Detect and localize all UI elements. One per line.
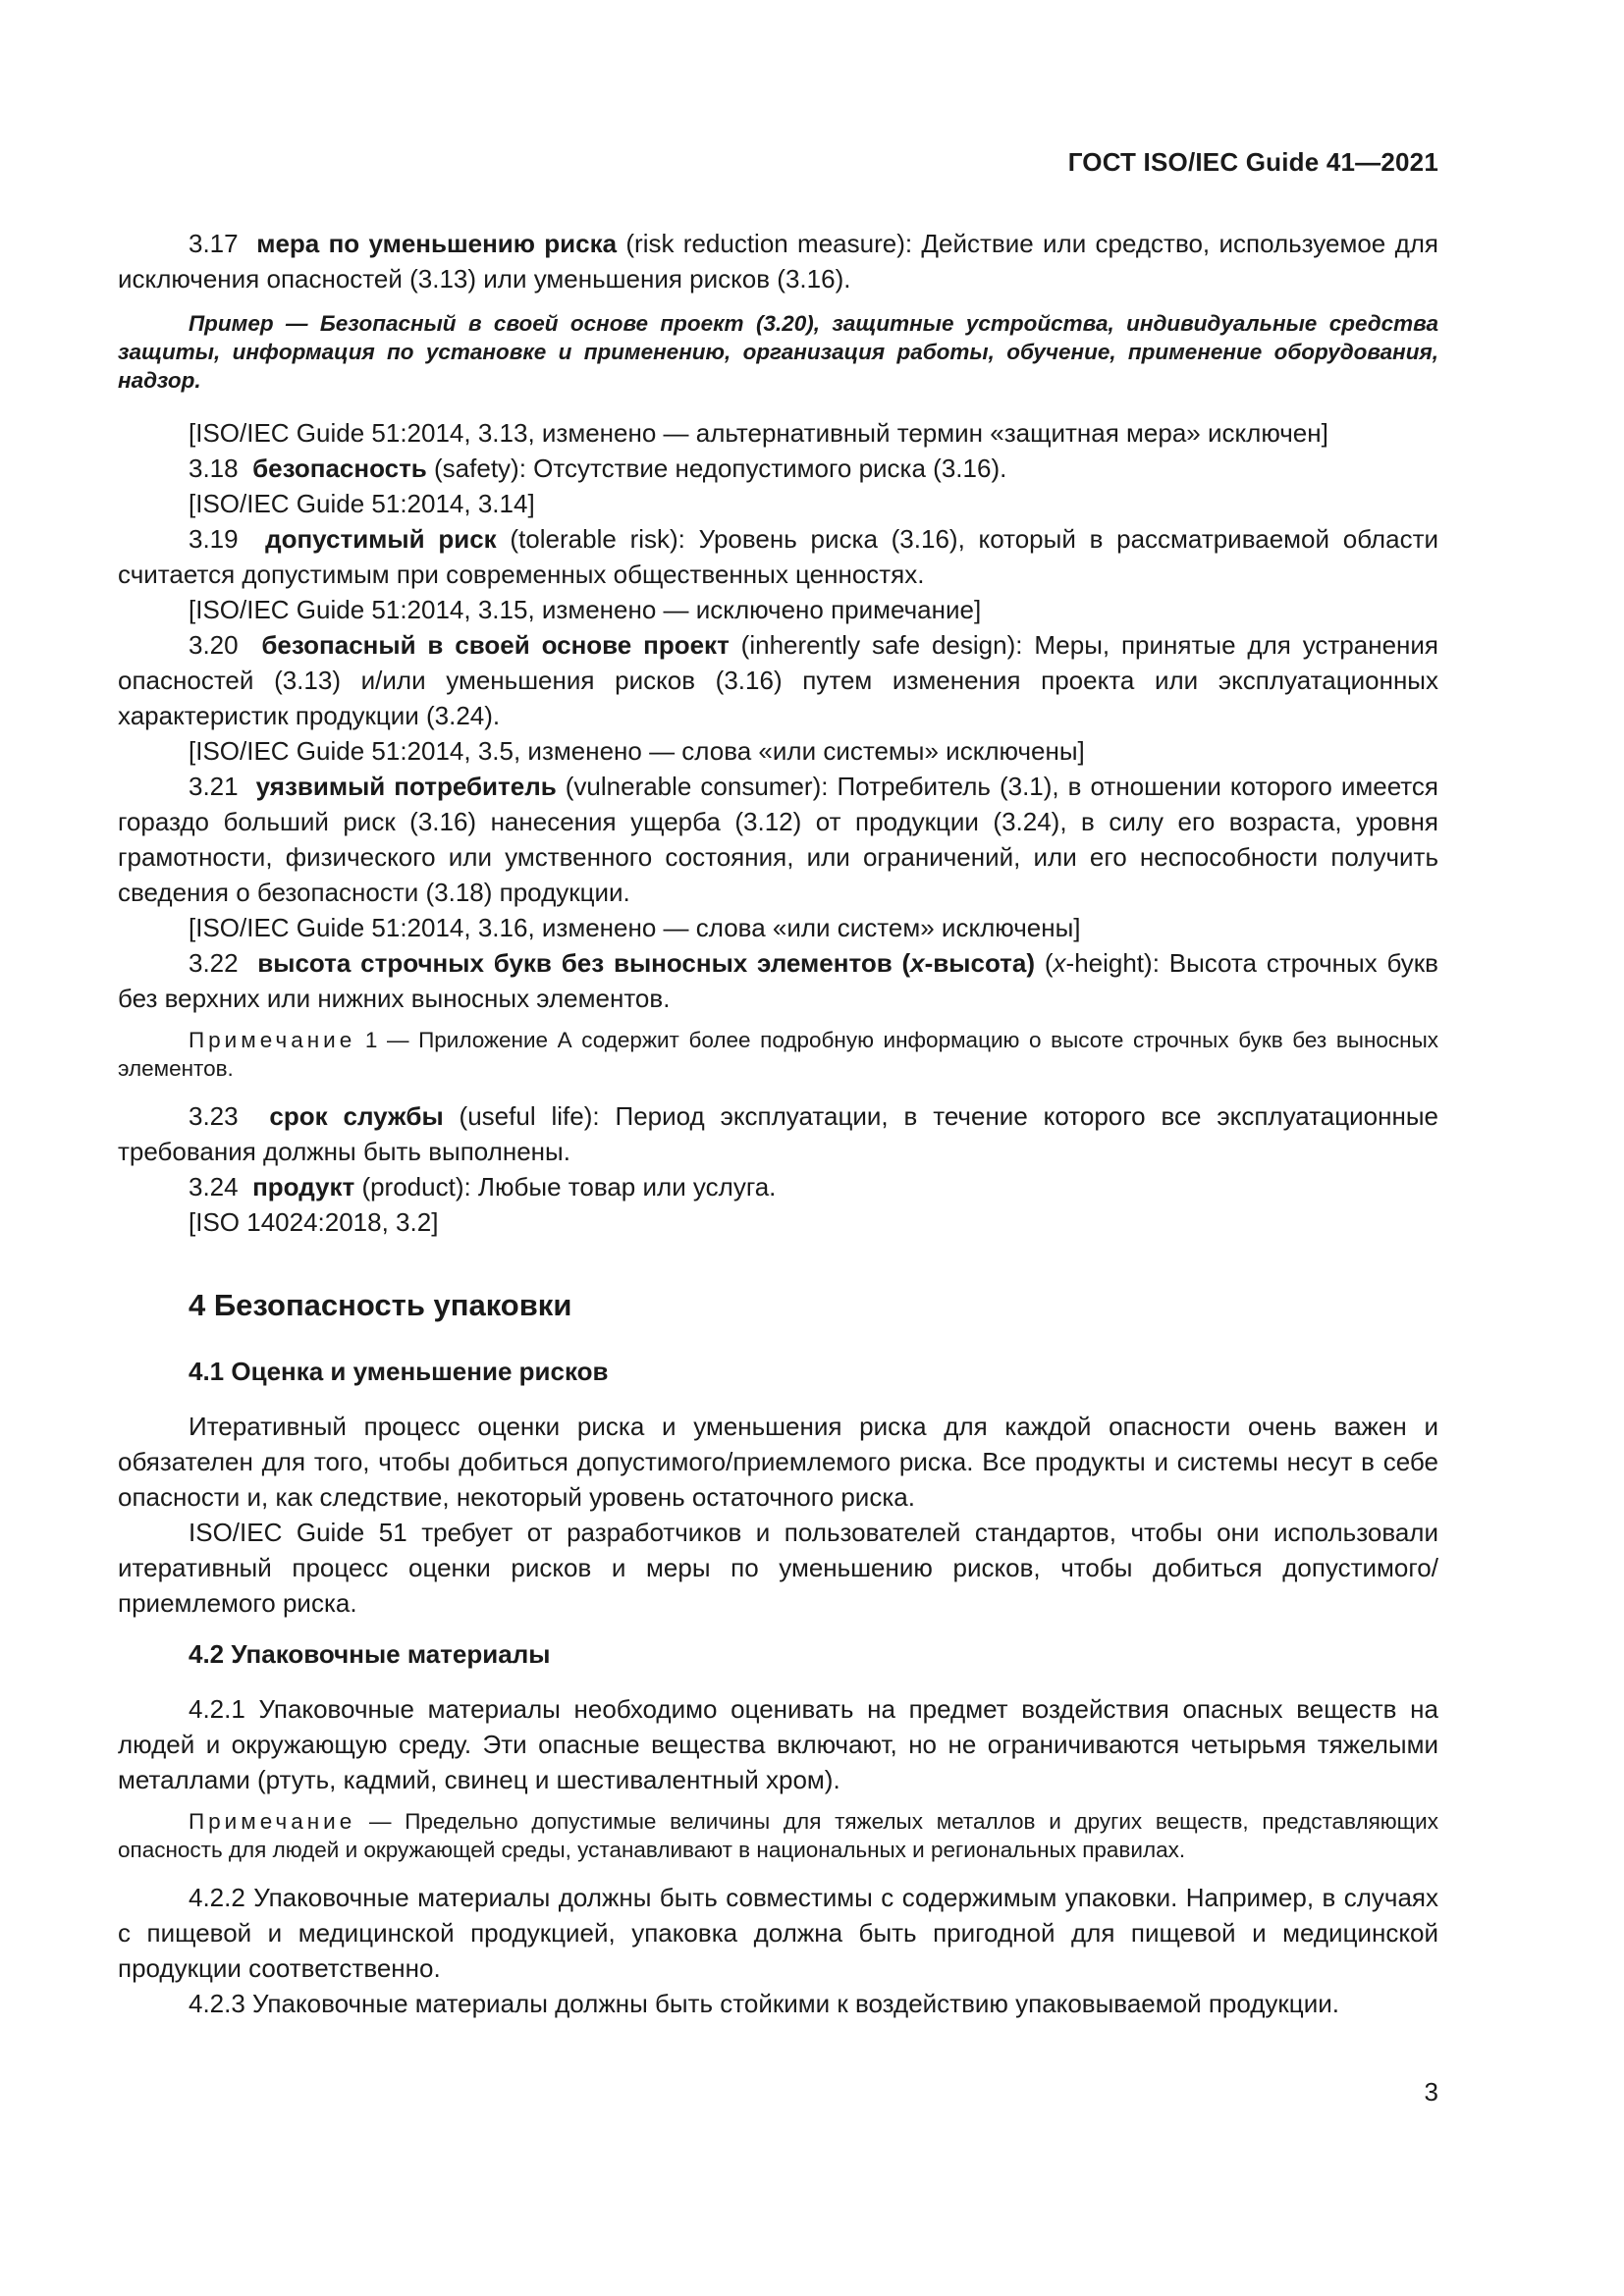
term-3-22 [118, 945, 1438, 1016]
term-name: продукт [252, 1172, 355, 1201]
note-text: — Предельно допустимые величины для тяжелых металлов и других веществ, представляющих опасность для людей и окружающей среды, устанавливают в национальных и региональных правилах. [118, 1809, 1438, 1862]
term-3-17 [118, 226, 1438, 296]
note-label: Примечание [189, 1809, 356, 1834]
term-3-24 [118, 1169, 1438, 1204]
term-3-20 [118, 627, 1438, 733]
term-definition: (useful life): Период эксплуатации, в течение которого все эксплуатационные требования должны быть выполнены. [118, 1101, 1438, 1166]
term-definition: (vulnerable consumer): Потребитель (3.1), в отношении которого имеется гораздо больший риск (3.16) нанесения ущерба (3.12) от продукции (3.24), в силу его возраста, уровня грамотности, физического или умственного состояния, или ограничений, или его неспособности получить сведения о безопасности (3.18) продукции. [118, 772, 1438, 907]
term-number: 3.20 [189, 630, 239, 660]
term-number: 3.22 [189, 948, 239, 978]
source-ref-3-21: [ISO/IEC Guide 51:2014, 3.16, изменено — слова «или систем» исключены] [189, 913, 1081, 942]
term-number: 3.23 [189, 1101, 239, 1131]
term-name: высота строчных букв без выносных элементов (x-высота) [257, 948, 1036, 978]
clause-4-2-1: 4.2.1 Упаковочные материалы необходимо оценивать на предмет воздействия опасных веществ на людей и окружающую среду. Эти опасные вещества включают, но не ограничиваются четырьмя тяжелыми металлами (ртуть, кадмий, свинец и шестивалентный хром). [118, 1694, 1438, 1794]
term-name: срок службы [269, 1101, 444, 1131]
page-number: 3 [1424, 2077, 1438, 2107]
example-3-17: Пример — Безопасный в своей основе проект (3.20), защитные устройства, индивидуальные средства защиты, информация по установке и применению, организация работы, обучение, применение оборудования, надзор. [118, 311, 1438, 393]
term-name: безопасный в своей основе проект [261, 630, 730, 660]
note-text: 1 — Приложение А содержит более подробную информацию о высоте строчных букв без выносных элементов. [118, 1028, 1438, 1081]
term-number: 3.24 [189, 1172, 239, 1201]
clause-4-2-3: 4.2.3 Упаковочные материалы должны быть стойкими к воздействию упаковываемой продукции. [189, 1989, 1339, 2018]
page-body [118, 226, 1438, 2021]
section-4-1-paragraph: ISO/IEC Guide 51 требует от разработчиков и пользователей стандартов, чтобы они использовали итеративный процесс оценки рисков и меры по уменьшению рисков, чтобы добиться допустимого/приемлемого риска. [118, 1518, 1438, 1618]
source-ref-3-17: [ISO/IEC Guide 51:2014, 3.13, изменено — альтернативный термин «защитная мера» исключен] [189, 418, 1328, 448]
term-name: безопасность [252, 454, 427, 483]
term-name: допустимый риск [265, 524, 497, 554]
term-number: 3.21 [189, 772, 239, 801]
term-definition: (inherently safe design): Меры, принятые для устранения опасностей (3.13) и/или уменьшения рисков (3.16) путем изменения проекта или эксплуатационных характеристик продукции (3.24). [118, 630, 1439, 730]
note-label: Примечание [189, 1028, 356, 1052]
term-definition: (risk reduction measure): Действие или средство, используемое для исключения опасностей (3.13) или уменьшения рисков (3.16). [118, 229, 1438, 294]
section-4-heading: 4 Безопасность упаковки [189, 1288, 572, 1322]
term-definition: (safety): Отсутствие недопустимого риска (3.16). [426, 454, 1007, 483]
source-ref-3-20: [ISO/IEC Guide 51:2014, 3.5, изменено — слова «или системы» исключены] [189, 736, 1085, 766]
term-definition: (tolerable risk): Уровень риска (3.16), который в рассматриваемой области считается допустимым при современных общественных ценностях. [118, 524, 1438, 589]
clause-4-2-2: 4.2.2 Упаковочные материалы должны быть совместимы с содержимым упаковки. Например, в случаях с пищевой и медицинской продукцией, упаковка должна быть пригодной для пищевой и медицинской продукции соответственно. [118, 1883, 1438, 1983]
term-3-23 [118, 1098, 1438, 1169]
term-3-19 [118, 521, 1438, 592]
term-number: 3.18 [189, 454, 239, 483]
section-4-2-heading: 4.2 Упаковочные материалы [189, 1639, 551, 1669]
source-ref-3-24: [ISO 14024:2018, 3.2] [189, 1207, 439, 1237]
section-4-1-paragraph: Итеративный процесс оценки риска и уменьшения риска для каждой опасности очень важен и обязателен для того, чтобы добиться допустимого/приемлемого риска. Все продукты и системы несут в себе опасности и, как следствие, некоторый уровень остаточного риска. [118, 1412, 1438, 1512]
document-header: ГОСТ ISO/IEC Guide 41—2021 [1067, 147, 1438, 177]
term-definition: (product): Любые товар или услуга. [354, 1172, 777, 1201]
note-4-2-1 [118, 1807, 1438, 1864]
section-4-1-heading: 4.1 Оценка и уменьшение рисков [189, 1357, 609, 1386]
term-name: мера по уменьшению риска [256, 229, 618, 258]
source-ref-3-19: [ISO/IEC Guide 51:2014, 3.15, изменено — исключено примечание] [189, 595, 982, 624]
term-definition: (x-height): Высота строчных букв без верхних или нижних выносных элементов. [118, 948, 1438, 1013]
term-number: 3.17 [189, 229, 239, 258]
term-3-21 [118, 769, 1438, 910]
term-3-18 [118, 451, 1438, 486]
term-name: уязвимый потребитель [255, 772, 557, 801]
note-3-22 [118, 1026, 1438, 1083]
term-number: 3.19 [189, 524, 239, 554]
source-ref-3-18: [ISO/IEC Guide 51:2014, 3.14] [189, 489, 535, 518]
